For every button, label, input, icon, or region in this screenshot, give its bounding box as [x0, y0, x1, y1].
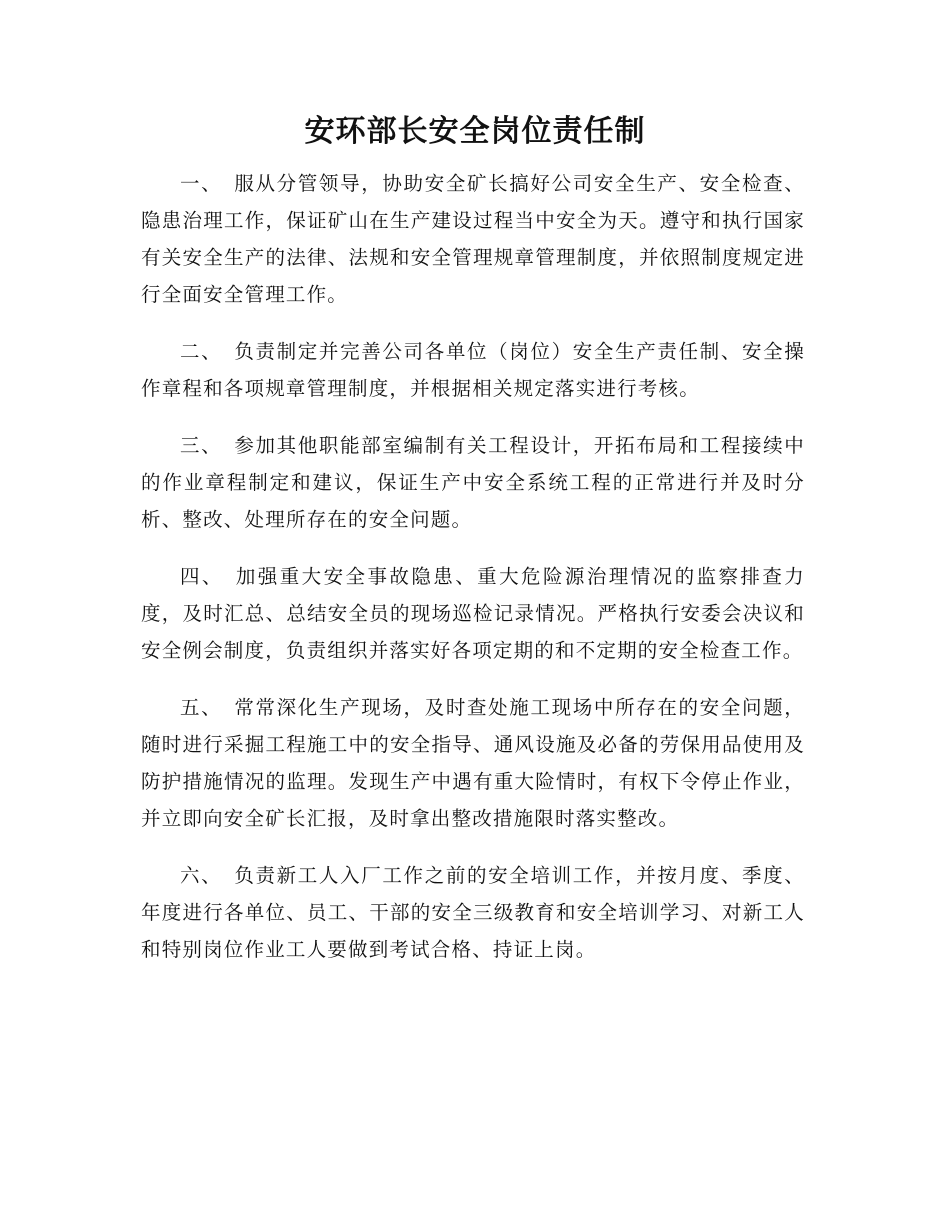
paragraph-text: 负责制定并完善公司各单位（岗位）安全生产责任制、安全操作章程和各项规章管理制度，并根据相关规定落实进行考核。 — [141, 340, 805, 400]
paragraph-text: 服从分管领导，协助安全矿长搞好公司安全生产、安全检查、隐患治理工作，保证矿山在生产建设过程当中安全为天。遵守和执行国家有关安全生产的法律、法规和安全管理规章管理制度，并依照制度规定进行全面安全管理工作。 — [141, 172, 805, 306]
paragraph-6 — [141, 857, 805, 968]
paragraph-number: 六、 — [180, 864, 223, 887]
paragraph-3 — [141, 427, 805, 538]
paragraph-1 — [141, 165, 805, 313]
paragraph-text: 负责新工人入厂工作之前的安全培训工作，并按月度、季度、年度进行各单位、员工、干部的安全三级教育和安全培训学习、对新工人和特别岗位作业工人要做到考试合格、持证上岗。 — [141, 864, 805, 961]
paragraph-text: 加强重大安全事故隐患、重大危险源治理情况的监察排查力度，及时汇总、总结安全员的现场巡检记录情况。严格执行安委会决议和安全例会制度，负责组织并落实好各项定期的和不定期的安全检查工作。 — [141, 565, 805, 662]
paragraph-2 — [141, 333, 805, 407]
paragraph-number: 四、 — [180, 565, 224, 588]
paragraph-number: 三、 — [180, 434, 223, 457]
paragraph-number: 五、 — [180, 696, 223, 719]
paragraph-number: 二、 — [180, 340, 223, 363]
paragraph-text: 常常深化生产现场，及时查处施工现场中所存在的安全问题，随时进行采掘工程施工中的安全指导、通风设施及必备的劳保用品使用及防护措施情况的监理。发现生产中遇有重大险情时，有权下令停止作业，并立即向安全矿长汇报，及时拿出整改措施限时落实整改。 — [141, 696, 805, 830]
paragraph-number: 一、 — [180, 172, 223, 195]
document-title: 安环部长安全岗位责任制 — [304, 114, 646, 149]
document-body — [141, 165, 805, 988]
paragraph-4 — [141, 558, 805, 669]
paragraph-5 — [141, 689, 805, 837]
paragraph-text: 参加其他职能部室编制有关工程设计，开拓布局和工程接续中的作业章程制定和建议，保证生产中安全系统工程的正常进行并及时分析、整改、处理所存在的安全问题。 — [141, 434, 805, 531]
